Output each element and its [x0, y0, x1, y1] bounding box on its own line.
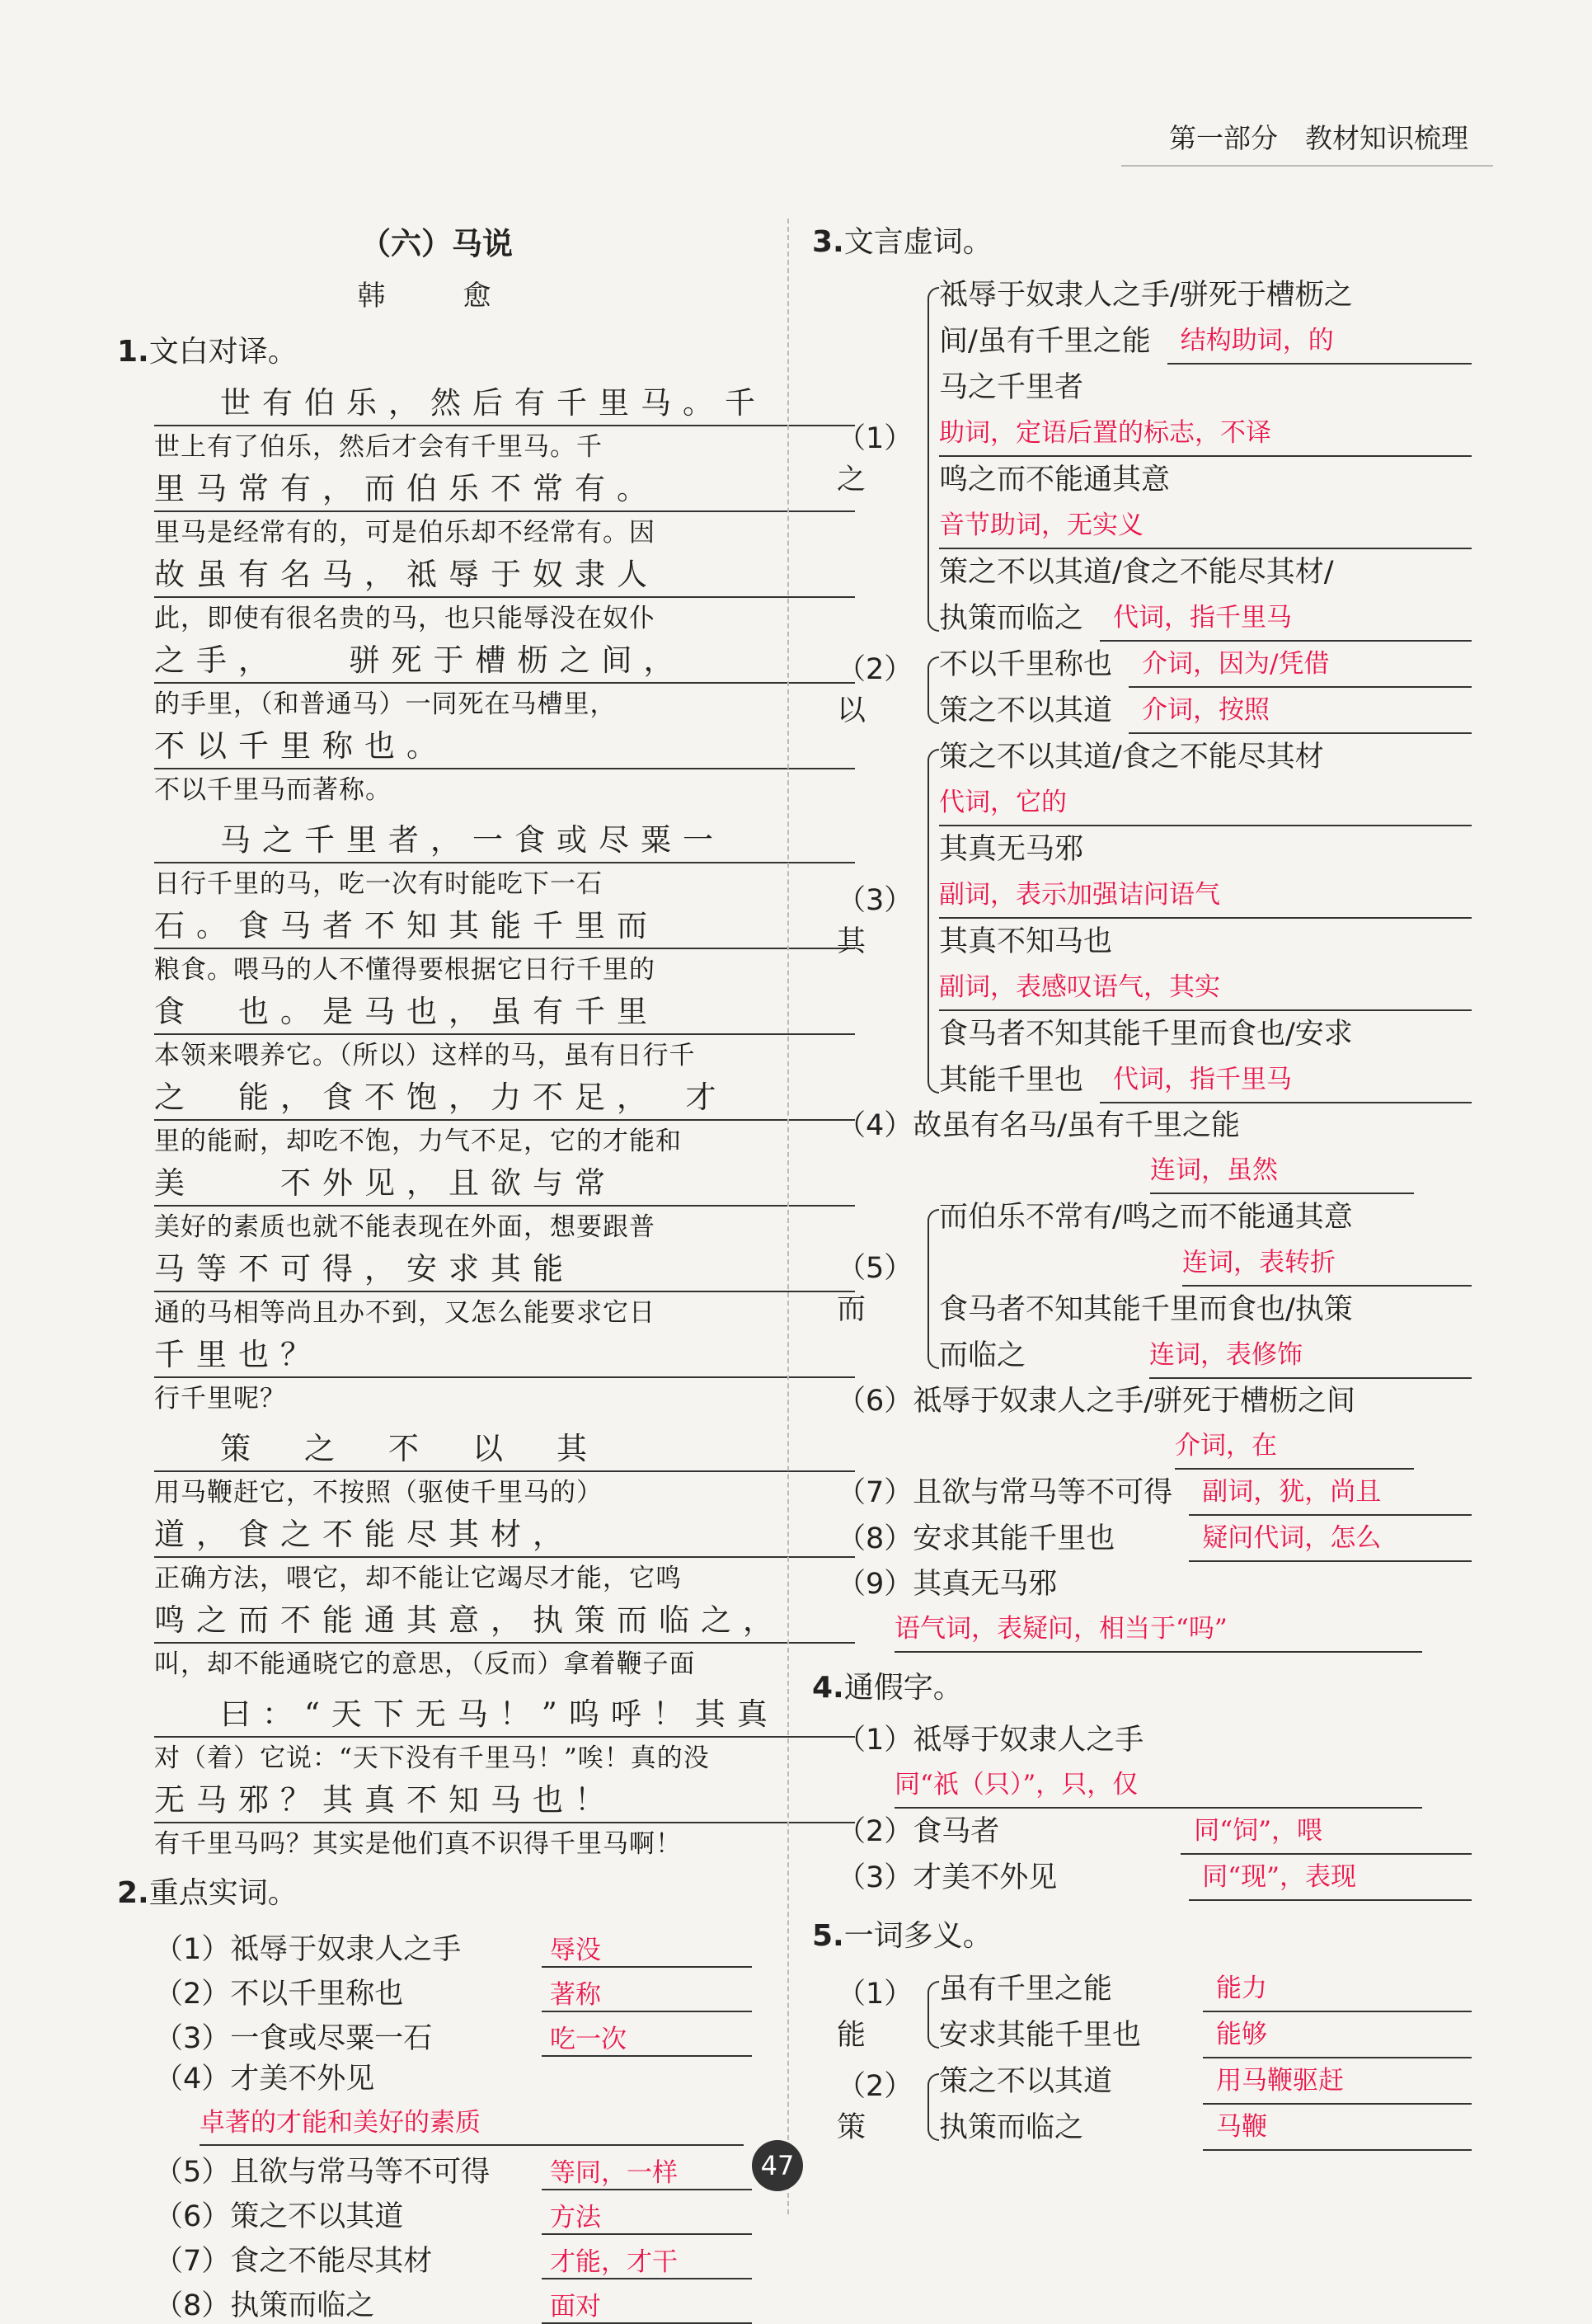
vocab-answer: 卓著的才能和美好的素质 — [200, 2101, 744, 2146]
example-line: 执策而临之 — [939, 602, 1084, 635]
vocab-answer: 著称 — [542, 1974, 752, 2012]
answer: 用马鞭驱赶 — [1203, 2058, 1472, 2105]
question: （7）且欲与常马等不可得 — [837, 1476, 1173, 1509]
function-word-qie — [837, 1470, 1472, 1516]
function-word-ye: （9）其真无马邪 — [837, 1568, 1058, 1601]
vocab-question: （3）一食或尽粟一石 — [154, 2022, 433, 2055]
answer: 副词，表感叹语气，其实 — [939, 965, 1472, 1011]
lesson-title: （六）马说 — [360, 226, 513, 261]
vocab-answer: 方法 — [542, 2196, 752, 2235]
example-line: 其能千里也 — [939, 1064, 1084, 1097]
translation-line: 粮食。喂马的人不懂得要根据它日行千里的 — [154, 955, 655, 985]
running-header: 第一部分 教材知识梳理 — [1169, 122, 1468, 154]
group-label: （2）以 — [837, 653, 913, 727]
translation-line: 通的马相等尚且办不到，又怎么能要求它日 — [154, 1298, 655, 1328]
polysemy-ce — [837, 2058, 1472, 2151]
function-word-gu: （4）故虽有名马/虽有千里之能 — [837, 1109, 1241, 1142]
translation-line: 有千里马吗？其实是他们真不识得千里马啊！ — [154, 1829, 682, 1859]
author: 韩 愈 — [357, 280, 516, 313]
original-text-line: 千里也？ — [154, 1334, 855, 1378]
answer: 代词，指千里马 — [1100, 595, 1472, 642]
section-4-heading: 4.通假字。 — [812, 1671, 963, 1705]
example-line: 安求其能千里也 — [939, 2019, 1142, 2052]
example-line: 祗辱于奴隶人之手/骈死于槽枥之 — [939, 279, 1353, 312]
original-text-line: 鸣之而不能通其意，执策而临之， — [154, 1599, 855, 1644]
example-line: 其真无马邪 — [939, 833, 1084, 866]
answer: 同“饲”，喂 — [1181, 1809, 1472, 1855]
group-body — [927, 272, 1472, 642]
vocab-answer: 等同，一样 — [542, 2152, 752, 2190]
vocab-row — [154, 1968, 756, 2012]
original-text-line: 里马常有，而伯乐不常有。 — [154, 468, 855, 512]
question: （2）食马者 — [837, 1815, 1000, 1848]
group-body — [927, 1194, 1472, 1379]
original-text-line: 之手， 骈死于槽枥之间， — [154, 639, 855, 684]
translation-line: 美好的素质也就不能表现在外面，想要跟普 — [154, 1212, 655, 1242]
example-line: 策之不以其道/食之不能尽其材/ — [939, 556, 1334, 589]
answer: 语气词，表疑问，相当于“吗” — [895, 1607, 1422, 1653]
right-column — [812, 219, 1472, 2151]
function-word-er — [837, 1194, 1472, 1379]
section-5-heading: 5.一词多义。 — [812, 1919, 993, 1953]
translation-line: 正确方法，喂它，却不能让它竭尽才能，它鸣 — [154, 1564, 682, 1593]
translation-line: 此，即使有很名贵的马，也只能辱没在奴仆 — [154, 604, 655, 633]
vocab-question: （5）且欲与常马等不可得 — [154, 2156, 491, 2189]
vocab-row — [154, 2235, 756, 2279]
vocab-question: （7）食之不能尽其材 — [154, 2245, 433, 2278]
example-line: 其真不知马也 — [939, 925, 1113, 958]
answer: 介词，因为/凭借 — [1129, 642, 1472, 688]
original-text-line: 故虽有名马，祗辱于奴隶人 — [154, 553, 855, 598]
answer: 能够 — [1203, 2012, 1472, 2058]
translation-pairs — [154, 382, 855, 1865]
answer: 介词，在 — [1175, 1423, 1414, 1470]
function-word-yu: （6）祗辱于奴隶人之手/骈死于槽枥之间 — [837, 1385, 1356, 1418]
original-text-line: 美 不外见，且欲与常 — [154, 1162, 855, 1207]
answer: 介词，按照 — [1129, 688, 1472, 734]
vocab-row — [154, 2012, 756, 2057]
example-line: 执策而临之 — [939, 2111, 1084, 2144]
group-label: （2）策 — [837, 2070, 913, 2144]
translation-line: 日行千里的马，吃一次有时能吃下一石 — [154, 869, 603, 899]
answer: 音节助词，无实义 — [939, 503, 1472, 549]
translation-line: 的手里，（和普通马）一同死在马槽里， — [154, 689, 617, 719]
example-line: 策之不以其道 — [939, 694, 1113, 727]
answer: 副词，表示加强诘问语气 — [939, 873, 1472, 919]
tongjia-1: （1）祗辱于奴隶人之手 — [837, 1724, 1144, 1757]
answer: 助词，定语后置的标志，不译 — [939, 411, 1472, 457]
original-text-line: 曰：“天下无马！”呜呼！其真 — [154, 1693, 855, 1738]
translation-line: 里马是经常有的，可是伯乐却不经常有。因 — [154, 518, 655, 548]
question: （3）才美不外见 — [837, 1861, 1058, 1894]
example-line: 食马者不知其能千里而食也/安求 — [939, 1018, 1353, 1051]
section-2-heading: 2.重点实词。 — [117, 1876, 298, 1910]
example-line: 鸣之而不能通其意 — [939, 463, 1171, 496]
original-text-line: 不以千里称也。 — [154, 725, 855, 769]
group-label: （3）其 — [837, 884, 913, 958]
answer: 同“祇（只）”，只，仅 — [895, 1762, 1422, 1809]
answer: 能力 — [1203, 1966, 1472, 2012]
function-word-an — [837, 1516, 1472, 1562]
vocab-question: （1）祗辱于奴隶人之手 — [154, 1933, 462, 1966]
example-line: 策之不以其道 — [939, 2065, 1113, 2098]
translation-line: 行千里呢？ — [154, 1384, 286, 1414]
group-body — [927, 1966, 1472, 2058]
question: （8）安求其能千里也 — [837, 1522, 1115, 1555]
answer: 副词，犹，尚且 — [1189, 1470, 1472, 1516]
vocab-list — [117, 1923, 756, 2324]
vocab-question: （6）策之不以其道 — [154, 2200, 404, 2233]
group-body — [927, 2058, 1472, 2151]
group-label: （5）而 — [837, 1252, 913, 1326]
vocab-row — [154, 2146, 756, 2190]
example-line: 而伯乐不常有/鸣之而不能通其意 — [939, 1201, 1353, 1234]
original-text-line: 道，食之不能尽其材， — [154, 1513, 855, 1558]
vocab-question: （4）才美不外见 — [154, 2063, 375, 2096]
answer: 连词，表转折 — [1182, 1240, 1472, 1287]
group-body — [927, 734, 1472, 1103]
function-word-zhi — [837, 272, 1472, 642]
example-line: 间/虽有千里之能 — [939, 325, 1151, 358]
example-line: 而临之 — [939, 1339, 1026, 1372]
vocab-question: （8）执策而临之 — [154, 2289, 375, 2322]
column-divider — [787, 219, 789, 2214]
translation-line: 世上有了伯乐，然后才会有千里马。千 — [154, 432, 603, 462]
translation-line: 叫，却不能通晓它的意思，（反而）拿着鞭子面 — [154, 1649, 696, 1679]
section-1-heading: 1.文白对译。 — [117, 335, 298, 369]
function-word-yi — [837, 642, 1472, 734]
vocab-question: （2）不以千里称也 — [154, 1978, 404, 2011]
section-3-heading: 3.文言虚词。 — [812, 225, 993, 259]
polysemy-neng — [837, 1966, 1472, 2058]
header-rule — [1121, 165, 1493, 167]
page-number: 47 — [752, 2140, 803, 2191]
example-line: 策之不以其道/食之不能尽其材 — [939, 741, 1324, 774]
original-text-line: 石。食马者不知其能千里而 — [154, 905, 855, 949]
answer: 结构助词，的 — [1167, 318, 1472, 365]
vocab-answer: 才能，才干 — [542, 2241, 752, 2279]
tongjia-3 — [837, 1855, 1472, 1901]
translation-line: 不以千里马而著称。 — [154, 775, 392, 805]
answer: 代词，指千里马 — [1100, 1057, 1472, 1103]
translation-line: 里的能耐，却吃不饱，力气不足，它的才能和 — [154, 1127, 682, 1156]
function-word-qi — [837, 734, 1472, 1103]
vocab-row — [154, 1923, 756, 1968]
answer: 连词，表修饰 — [1149, 1333, 1472, 1379]
example-line: 马之千里者 — [939, 371, 1084, 404]
original-text-line: 马等不可得，安求其能 — [154, 1248, 855, 1292]
translation-line: 本领来喂养它。（所以）这样的马，虽有日行千 — [154, 1041, 696, 1070]
original-text-line: 世有伯乐，然后有千里马。千 — [154, 382, 855, 426]
answer: 疑问代词，怎么 — [1189, 1516, 1472, 1562]
answer: 马鞭 — [1203, 2105, 1472, 2151]
translation-line: 用马鞭赶它，不按照（驱使千里马的） — [154, 1478, 603, 1508]
original-text-line: 无马邪？其真不知马也！ — [154, 1779, 855, 1823]
vocab-answer: 吃一次 — [542, 2018, 752, 2057]
example-line: 虽有千里之能 — [939, 1973, 1113, 2006]
vocab-row — [154, 2190, 756, 2235]
answer: 代词，它的 — [939, 780, 1472, 826]
original-text-line: 策 之 不 以 其 — [154, 1428, 855, 1472]
original-text-line: 之 能，食不饱，力不足， 才 — [154, 1076, 855, 1121]
answer: 连词，虽然 — [1150, 1148, 1414, 1194]
vocab-answer: 辱没 — [542, 1929, 752, 1968]
group-body — [927, 642, 1472, 734]
translation-line: 对（着）它说：“天下没有千里马！”唉！真的没 — [154, 1743, 710, 1773]
answer: 同“现”，表现 — [1189, 1855, 1472, 1901]
group-label: （1）之 — [837, 422, 913, 496]
original-text-line: 马之千里者，一食或尽粟一 — [154, 819, 855, 863]
group-label: （1）能 — [837, 1978, 913, 2052]
tongjia-2 — [837, 1809, 1472, 1855]
example-line: 不以千里称也 — [939, 648, 1113, 681]
example-line: 食马者不知其能千里而食也/执策 — [939, 1293, 1353, 1326]
vocab-answer: 面对 — [542, 2285, 752, 2324]
original-text-line: 食 也。是马也，虽有千里 — [154, 990, 855, 1035]
